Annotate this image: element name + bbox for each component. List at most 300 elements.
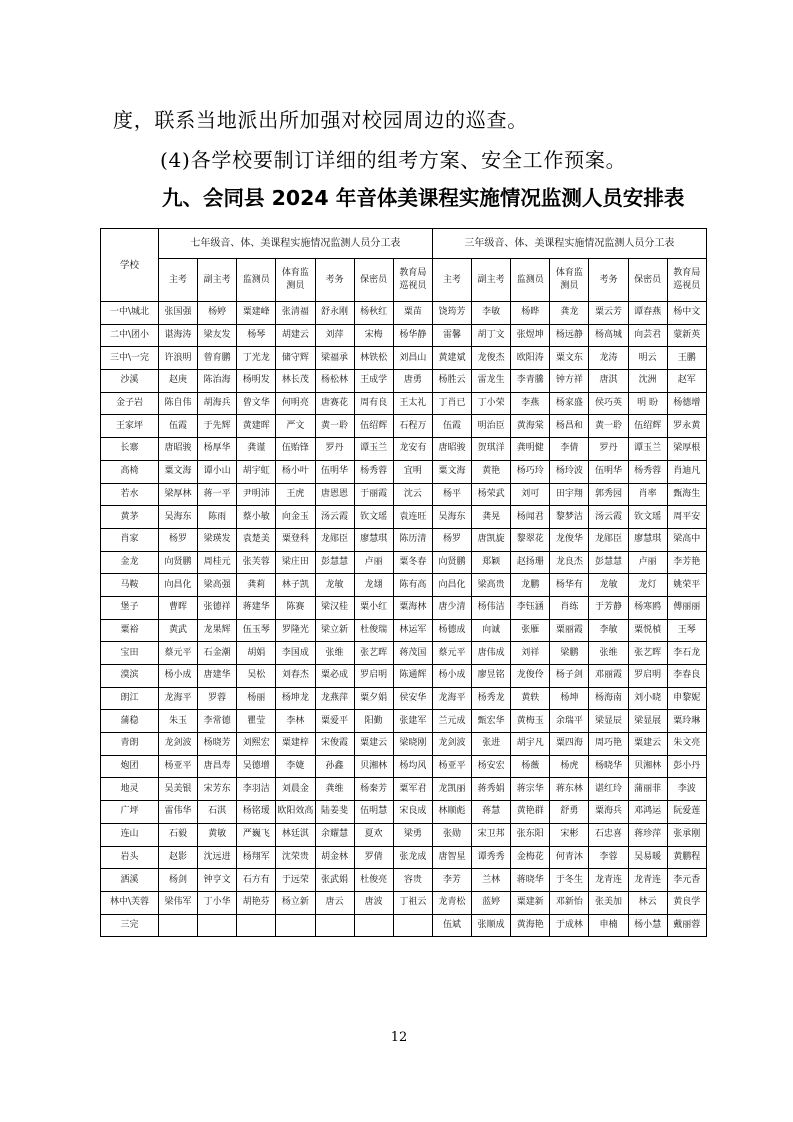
grade7-staff-cell: 伍明慧 bbox=[354, 801, 393, 824]
grade3-staff-cell: 张美加 bbox=[589, 891, 628, 914]
school-cell: 黄茅 bbox=[101, 506, 159, 529]
grade7-staff-cell bbox=[198, 914, 237, 937]
grade7-staff-cell: 孙鑫 bbox=[315, 755, 354, 778]
grade7-staff-cell: 王虎 bbox=[276, 483, 315, 506]
grade7-staff-cell: 唐波 bbox=[354, 891, 393, 914]
grade3-staff-cell: 杨虎 bbox=[550, 755, 589, 778]
grade7-staff-cell: 廖慧琪 bbox=[354, 528, 393, 551]
grade7-staff-cell: 蔡小敏 bbox=[237, 506, 276, 529]
grade3-staff-cell: 张煜坤 bbox=[511, 324, 550, 347]
grade3-staff-cell: 罗启明 bbox=[628, 665, 667, 688]
grade3-staff-cell: 郭秀园 bbox=[589, 483, 628, 506]
school-cell: 一中\城北 bbox=[101, 302, 159, 325]
grade3-staff-cell: 钦文瑶 bbox=[628, 506, 667, 529]
grade7-staff-cell: 张芙蓉 bbox=[237, 551, 276, 574]
grade3-staff-cell: 李蓉 bbox=[589, 846, 628, 869]
grade7-staff-cell: 梁高强 bbox=[198, 574, 237, 597]
table-row bbox=[101, 619, 707, 642]
grade7-staff-cell: 容贵 bbox=[393, 869, 432, 892]
grade3-staff-cell: 张维 bbox=[589, 642, 628, 665]
grade3-staff-cell: 粟云芳 bbox=[589, 302, 628, 325]
grade7-staff-cell: 黄武 bbox=[159, 619, 198, 642]
grade3-staff-cell: 刘祥 bbox=[511, 642, 550, 665]
grade3-staff-cell: 伍明华 bbox=[589, 460, 628, 483]
grade3-staff-cell: 杨伟洁 bbox=[472, 596, 511, 619]
grade7-staff-cell: 李林 bbox=[276, 710, 315, 733]
grade7-staff-cell: 杨秀蓉 bbox=[354, 460, 393, 483]
grade3-staff-cell: 杨平 bbox=[432, 483, 471, 506]
school-cell: 蒲稳 bbox=[101, 710, 159, 733]
grade7-staff-cell: 粟建云 bbox=[354, 733, 393, 756]
grade7-staff-cell: 钟亨文 bbox=[198, 869, 237, 892]
grade3-staff-cell: 杨薇 bbox=[511, 755, 550, 778]
grade3-staff-cell: 雷龙生 bbox=[472, 370, 511, 393]
grade3-staff-cell: 唐昭骏 bbox=[432, 438, 471, 461]
grade3-staff-cell: 林顺彪 bbox=[432, 801, 471, 824]
school-cell: 堡子 bbox=[101, 596, 159, 619]
grade7-staff-cell: 刘昌山 bbox=[393, 347, 432, 370]
grade3-staff-cell: 刘小晓 bbox=[628, 687, 667, 710]
grade3-staff-cell: 张勋 bbox=[432, 823, 471, 846]
grade7-staff-cell: 吴松 bbox=[237, 665, 276, 688]
grade7-staff-cell: 龙安有 bbox=[393, 438, 432, 461]
grade7-staff-cell: 杨坤龙 bbox=[276, 687, 315, 710]
grade3-staff-cell: 李芳 bbox=[432, 869, 471, 892]
table-header bbox=[101, 229, 707, 302]
grade3-staff-cell: 梁鹏 bbox=[550, 642, 589, 665]
grade3-role-header bbox=[511, 259, 550, 302]
grade7-staff-cell: 周桂元 bbox=[198, 551, 237, 574]
grade7-role-header bbox=[159, 259, 198, 302]
grade3-staff-cell: 杨晓华 bbox=[589, 755, 628, 778]
grade7-staff-cell: 胡娟 bbox=[237, 642, 276, 665]
grade3-staff-cell: 明 盼 bbox=[628, 392, 667, 415]
grade3-staff-cell: 李敏 bbox=[589, 619, 628, 642]
grade3-staff-cell: 傅丽丽 bbox=[667, 596, 706, 619]
grade7-staff-cell: 梁庄田 bbox=[276, 551, 315, 574]
grade3-staff-cell: 罗永黄 bbox=[667, 415, 706, 438]
grade7-staff-cell: 杨婷 bbox=[198, 302, 237, 325]
role-label: 主考 bbox=[442, 274, 461, 285]
grade7-staff-cell: 杨剑 bbox=[159, 869, 198, 892]
grade3-staff-cell: 张雁 bbox=[511, 619, 550, 642]
grade3-staff-cell: 梁高贵 bbox=[472, 574, 511, 597]
table-row bbox=[101, 460, 707, 483]
grade3-staff-cell: 杨海南 bbox=[589, 687, 628, 710]
table-row bbox=[101, 551, 707, 574]
grade3-staff-cell: 赵军 bbox=[667, 370, 706, 393]
grade3-staff-cell: 甄宏华 bbox=[472, 710, 511, 733]
grade3-staff-cell: 谭秀秀 bbox=[472, 846, 511, 869]
role-label: 副主考 bbox=[477, 274, 505, 285]
grade3-staff-cell: 杨高城 bbox=[589, 324, 628, 347]
grade7-staff-cell: 杨铭瑷 bbox=[237, 801, 276, 824]
grade7-staff-cell: 贝湘林 bbox=[354, 755, 393, 778]
grade7-staff-cell: 于远荣 bbox=[276, 869, 315, 892]
role-label: 副主考 bbox=[203, 274, 231, 285]
grade7-staff-cell: 王成学 bbox=[354, 370, 393, 393]
table-row bbox=[101, 574, 707, 597]
grade7-staff-cell: 罗丹 bbox=[315, 438, 354, 461]
grade7-staff-cell: 赵庚 bbox=[159, 370, 198, 393]
school-cell: 宝田 bbox=[101, 642, 159, 665]
grade3-staff-cell: 彭小丹 bbox=[667, 755, 706, 778]
grade3-staff-cell: 邓鸿运 bbox=[628, 801, 667, 824]
monitoring-staff-table bbox=[100, 228, 707, 937]
grade3-staff-cell: 龚明健 bbox=[511, 438, 550, 461]
grade3-staff-cell: 龙敏 bbox=[589, 574, 628, 597]
grade7-staff-cell: 丁小华 bbox=[198, 891, 237, 914]
school-cell: 连山 bbox=[101, 823, 159, 846]
grade7-staff-cell: 阳勤 bbox=[354, 710, 393, 733]
grade7-staff-cell: 杨华静 bbox=[393, 324, 432, 347]
grade3-staff-cell: 雷馨 bbox=[432, 324, 471, 347]
grade3-staff-cell: 杨德成 bbox=[432, 619, 471, 642]
grade7-staff-cell: 舒永刚 bbox=[315, 302, 354, 325]
table-row bbox=[101, 324, 707, 347]
grade3-staff-cell: 黄良学 bbox=[667, 891, 706, 914]
school-cell: 林中\芙蓉 bbox=[101, 891, 159, 914]
grade7-staff-cell: 石毅 bbox=[159, 823, 198, 846]
grade3-staff-cell: 谭春燕 bbox=[628, 302, 667, 325]
grade7-staff-cell: 吴德增 bbox=[237, 755, 276, 778]
header-row-roles bbox=[101, 259, 707, 302]
grade7-staff-cell: 宋良成 bbox=[393, 801, 432, 824]
grade7-staff-cell: 梁福承 bbox=[315, 347, 354, 370]
grade3-staff-cell: 龙俊华 bbox=[550, 528, 589, 551]
grade7-staff-cell: 杨琴 bbox=[237, 324, 276, 347]
grade3-staff-cell: 龚龙 bbox=[550, 302, 589, 325]
grade7-staff-cell: 向贤鹏 bbox=[159, 551, 198, 574]
grade3-staff-cell: 伍斌 bbox=[432, 914, 471, 937]
grade7-staff-cell: 周有良 bbox=[354, 392, 393, 415]
grade7-staff-cell: 梁友发 bbox=[198, 324, 237, 347]
grade3-staff-cell: 姚荣平 bbox=[667, 574, 706, 597]
grade7-staff-cell: 李羽洁 bbox=[237, 778, 276, 801]
grade3-staff-cell: 唐凯旋 bbox=[472, 528, 511, 551]
grade3-staff-cell: 龙鹏 bbox=[511, 574, 550, 597]
grade7-staff-cell: 曾文华 bbox=[237, 392, 276, 415]
grade3-staff-cell: 龙青连 bbox=[589, 869, 628, 892]
school-cell: 广坪 bbox=[101, 801, 159, 824]
grade3-staff-cell: 王琴 bbox=[667, 619, 706, 642]
grade7-staff-cell: 李婕 bbox=[276, 755, 315, 778]
school-cell: 金子岩 bbox=[101, 392, 159, 415]
table-row bbox=[101, 778, 707, 801]
grade7-staff-cell: 宜明 bbox=[393, 460, 432, 483]
grade7-staff-cell: 杨小叶 bbox=[276, 460, 315, 483]
grade7-staff-cell: 梁伟军 bbox=[159, 891, 198, 914]
grade3-staff-cell: 于成林 bbox=[550, 914, 589, 937]
grade3-staff-cell: 申黎妮 bbox=[667, 687, 706, 710]
table-row bbox=[101, 438, 707, 461]
grade3-staff-cell: 杨秀龙 bbox=[472, 687, 511, 710]
grade3-staff-cell: 刘可 bbox=[511, 483, 550, 506]
grade3-staff-cell: 黄建斌 bbox=[432, 347, 471, 370]
grade7-staff-cell: 杨明发 bbox=[237, 370, 276, 393]
grade7-role-header bbox=[354, 259, 393, 302]
grade3-staff-cell: 张东阳 bbox=[511, 823, 550, 846]
grade7-staff-cell: 何明亮 bbox=[276, 392, 315, 415]
grade7-staff-cell: 唐建华 bbox=[198, 665, 237, 688]
school-cell: 漠滨 bbox=[101, 665, 159, 688]
grade3-staff-cell: 黄梅玉 bbox=[511, 710, 550, 733]
grade7-staff-cell: 钦文瑶 bbox=[354, 506, 393, 529]
grade3-staff-cell: 周巧艳 bbox=[589, 733, 628, 756]
grade7-role-header bbox=[237, 259, 276, 302]
grade7-staff-cell: 张建军 bbox=[393, 710, 432, 733]
table-row bbox=[101, 392, 707, 415]
grade3-staff-cell: 杨家盛 bbox=[550, 392, 589, 415]
grade3-staff-cell: 蒋珍萍 bbox=[628, 823, 667, 846]
grade3-staff-cell: 龙涛 bbox=[589, 347, 628, 370]
school-cell: 马鞍 bbox=[101, 574, 159, 597]
grade3-staff-cell: 向芸君 bbox=[628, 324, 667, 347]
grade7-staff-cell: 龚维 bbox=[315, 778, 354, 801]
grade3-staff-cell: 李燕 bbox=[511, 392, 550, 415]
grade7-staff-cell: 杨丽 bbox=[237, 687, 276, 710]
grade7-staff-cell: 蒋茂国 bbox=[393, 642, 432, 665]
table-row bbox=[101, 801, 707, 824]
grade3-staff-cell: 梁显辰 bbox=[589, 710, 628, 733]
grade7-staff-cell: 尹明沛 bbox=[237, 483, 276, 506]
grade7-staff-cell: 黄敏 bbox=[198, 823, 237, 846]
grade7-staff-cell: 伍明华 bbox=[315, 460, 354, 483]
grade7-staff-cell: 唐赛花 bbox=[315, 392, 354, 415]
grade7-staff-cell bbox=[237, 914, 276, 937]
grade3-staff-cell: 粟丽霞 bbox=[550, 619, 589, 642]
grade3-staff-cell: 李芳艳 bbox=[667, 551, 706, 574]
grade7-staff-cell: 张清福 bbox=[276, 302, 315, 325]
grade7-staff-cell: 伍霞 bbox=[159, 415, 198, 438]
grade7-staff-cell: 刘萍 bbox=[315, 324, 354, 347]
grade7-staff-cell: 林运军 bbox=[393, 619, 432, 642]
grade3-staff-cell: 龙灯 bbox=[628, 574, 667, 597]
grade3-staff-cell: 唐伟成 bbox=[472, 642, 511, 665]
grade3-staff-cell: 欧阳涛 bbox=[511, 347, 550, 370]
table-row bbox=[101, 596, 707, 619]
table-row bbox=[101, 665, 707, 688]
grade3-staff-cell: 金梅花 bbox=[511, 846, 550, 869]
grade3-staff-cell: 杨巧玲 bbox=[511, 460, 550, 483]
grade7-staff-cell: 蔡元平 bbox=[159, 642, 198, 665]
grade7-staff-cell bbox=[354, 914, 393, 937]
grade3-staff-cell: 李青騰 bbox=[511, 370, 550, 393]
grade7-staff-cell: 欧阳效高 bbox=[276, 801, 315, 824]
grade7-staff-cell: 彭慧慧 bbox=[315, 551, 354, 574]
grade3-staff-cell: 宋卫邦 bbox=[472, 823, 511, 846]
grade3-staff-cell: 郑颖 bbox=[472, 551, 511, 574]
grade3-staff-cell: 石忠喜 bbox=[589, 823, 628, 846]
body-text-line-2: (4)各学校要制订详细的组考方案、安全工作预案。 bbox=[160, 148, 627, 172]
grade7-staff-cell: 李国成 bbox=[276, 642, 315, 665]
grade7-staff-cell: 蒋建华 bbox=[237, 596, 276, 619]
role-label: 教育局巡视员 bbox=[673, 268, 701, 291]
grade7-staff-cell: 张国强 bbox=[159, 302, 198, 325]
grade7-staff-cell: 沈云 bbox=[393, 483, 432, 506]
table-row bbox=[101, 370, 707, 393]
grade7-staff-cell: 严文 bbox=[276, 415, 315, 438]
school-cell: 洒溪 bbox=[101, 869, 159, 892]
grade7-staff-cell: 粟必成 bbox=[315, 665, 354, 688]
grade3-staff-cell: 梁显展 bbox=[628, 710, 667, 733]
grade7-staff-cell: 石淇 bbox=[198, 801, 237, 824]
grade3-staff-cell: 李波 bbox=[667, 778, 706, 801]
grade3-staff-cell: 杨晔 bbox=[511, 302, 550, 325]
table-row bbox=[101, 687, 707, 710]
grade3-staff-cell: 杨华有 bbox=[550, 574, 589, 597]
school-cell: 若水 bbox=[101, 483, 159, 506]
grade3-staff-cell: 龙俊杰 bbox=[472, 347, 511, 370]
grade3-staff-cell: 粟建云 bbox=[628, 733, 667, 756]
grade3-staff-cell: 杨小成 bbox=[432, 665, 471, 688]
role-label: 监测员 bbox=[516, 274, 544, 285]
grade3-staff-cell: 蔡元平 bbox=[432, 642, 471, 665]
grade3-staff-cell: 向昌化 bbox=[432, 574, 471, 597]
grade3-staff-cell: 李敏 bbox=[472, 302, 511, 325]
grade3-staff-cell: 伍霞 bbox=[432, 415, 471, 438]
grade7-staff-cell: 陆姜斐 bbox=[315, 801, 354, 824]
grade3-staff-cell: 龙剑波 bbox=[432, 733, 471, 756]
grade7-staff-cell: 粟建梓 bbox=[276, 733, 315, 756]
grade7-staff-cell: 瞿莹 bbox=[237, 710, 276, 733]
grade3-staff-cell: 丁小荣 bbox=[472, 392, 511, 415]
grade7-staff-cell: 杨均风 bbox=[393, 755, 432, 778]
grade7-staff-cell: 雷伟华 bbox=[159, 801, 198, 824]
grade3-staff-cell: 蒲丽菲 bbox=[628, 778, 667, 801]
grade3-staff-cell: 杨安宏 bbox=[472, 755, 511, 778]
grade3-role-header bbox=[432, 259, 471, 302]
grade3-staff-cell: 肖练 bbox=[550, 596, 589, 619]
grade3-staff-cell: 唐少清 bbox=[432, 596, 471, 619]
grade7-staff-cell: 李常德 bbox=[198, 710, 237, 733]
table-row bbox=[101, 891, 707, 914]
grade7-staff-cell: 粟登科 bbox=[276, 528, 315, 551]
grade3-staff-cell: 明云 bbox=[628, 347, 667, 370]
grade7-staff-cell: 杨厚华 bbox=[198, 438, 237, 461]
grade7-staff-cell: 刘晨金 bbox=[276, 778, 315, 801]
grade7-staff-cell: 梁勇 bbox=[393, 823, 432, 846]
grade7-staff-cell: 罗蓉 bbox=[198, 687, 237, 710]
grade3-staff-cell: 蒙新英 bbox=[667, 324, 706, 347]
grade3-staff-cell: 杨闻君 bbox=[511, 506, 550, 529]
grade7-staff-cell: 石方有 bbox=[237, 869, 276, 892]
grade7-staff-cell: 于先辉 bbox=[198, 415, 237, 438]
grade7-staff-cell: 张武娟 bbox=[315, 869, 354, 892]
grade7-staff-cell: 杨翔军 bbox=[237, 846, 276, 869]
grade7-staff-cell: 宋芳东 bbox=[198, 778, 237, 801]
grade7-staff-cell bbox=[315, 914, 354, 937]
grade7-role-header bbox=[393, 259, 432, 302]
role-label: 教育局巡视员 bbox=[399, 268, 427, 291]
school-cell: 粟裕 bbox=[101, 619, 159, 642]
grade3-staff-cell: 李元香 bbox=[667, 869, 706, 892]
grade3-staff-cell: 杨昌和 bbox=[550, 415, 589, 438]
grade7-staff-cell: 赵影 bbox=[159, 846, 198, 869]
grade7-staff-cell: 张艺晖 bbox=[354, 642, 393, 665]
grade3-staff-cell: 龙良杰 bbox=[550, 551, 589, 574]
grade3-staff-cell: 黎翠花 bbox=[511, 528, 550, 551]
grade7-staff-cell: 张龙成 bbox=[393, 846, 432, 869]
grade7-staff-cell: 张维 bbox=[315, 642, 354, 665]
grade3-staff-cell: 黄艳群 bbox=[511, 801, 550, 824]
grade3-staff-cell: 粟文海 bbox=[432, 460, 471, 483]
grade3-staff-cell: 李钰涵 bbox=[511, 596, 550, 619]
page-number: 12 bbox=[390, 1030, 408, 1045]
grade7-staff-cell: 胡金林 bbox=[315, 846, 354, 869]
grade3-staff-cell: 肖率 bbox=[628, 483, 667, 506]
school-cell: 沙溪 bbox=[101, 370, 159, 393]
grade7-staff-cell: 宋俊霞 bbox=[315, 733, 354, 756]
grade7-staff-cell: 梁晓刚 bbox=[393, 733, 432, 756]
table-row bbox=[101, 914, 707, 937]
grade7-staff-cell: 杨小成 bbox=[159, 665, 198, 688]
role-label: 考务 bbox=[325, 274, 344, 285]
grade7-staff-cell: 粟爱平 bbox=[315, 710, 354, 733]
grade7-staff-cell: 胡建云 bbox=[276, 324, 315, 347]
grade7-staff-cell: 杜俊瑞 bbox=[354, 619, 393, 642]
grade3-staff-cell: 兰元成 bbox=[432, 710, 471, 733]
grade3-staff-cell: 丁肖已 bbox=[432, 392, 471, 415]
grade3-staff-cell: 廖慧琪 bbox=[628, 528, 667, 551]
grade7-staff-cell: 黄一聆 bbox=[315, 415, 354, 438]
grade3-staff-cell: 杨中文 bbox=[667, 302, 706, 325]
table-row bbox=[101, 733, 707, 756]
grade7-staff-cell: 丁光龙 bbox=[237, 347, 276, 370]
grade3-staff-cell: 朱文亮 bbox=[667, 733, 706, 756]
grade3-staff-cell: 吴易暖 bbox=[628, 846, 667, 869]
grade3-staff-cell: 龚晃 bbox=[472, 506, 511, 529]
grade7-staff-cell: 林廷淇 bbox=[276, 823, 315, 846]
role-label: 监测员 bbox=[242, 274, 270, 285]
grade7-staff-cell: 罗倩 bbox=[354, 846, 393, 869]
table-row bbox=[101, 347, 707, 370]
grade3-group-header: 三年级音、体、美课程实施情况监测人员分工表 bbox=[432, 229, 706, 259]
grade7-staff-cell: 王太礼 bbox=[393, 392, 432, 415]
grade7-staff-cell: 粟冬春 bbox=[393, 551, 432, 574]
grade7-staff-cell: 粟建峰 bbox=[237, 302, 276, 325]
grade7-staff-cell: 龙海平 bbox=[159, 687, 198, 710]
grade7-staff-cell: 石金潮 bbox=[198, 642, 237, 665]
table-row bbox=[101, 642, 707, 665]
school-cell: 王家坪 bbox=[101, 415, 159, 438]
grade3-staff-cell: 粟四海 bbox=[550, 733, 589, 756]
school-cell: 金龙 bbox=[101, 551, 159, 574]
school-cell: 岩头 bbox=[101, 846, 159, 869]
grade3-staff-cell: 黄鹏程 bbox=[667, 846, 706, 869]
grade7-staff-cell bbox=[159, 914, 198, 937]
grade3-staff-cell: 田宇翔 bbox=[550, 483, 589, 506]
grade3-staff-cell: 杨子剑 bbox=[550, 665, 589, 688]
grade3-staff-cell: 张顺成 bbox=[472, 914, 511, 937]
grade3-staff-cell: 宋彬 bbox=[550, 823, 589, 846]
grade3-staff-cell: 戴丽蓉 bbox=[667, 914, 706, 937]
role-label: 体育监测员 bbox=[555, 268, 583, 291]
grade3-staff-cell: 申楠 bbox=[589, 914, 628, 937]
grade7-staff-cell: 杨立新 bbox=[276, 891, 315, 914]
grade3-staff-cell: 周平安 bbox=[667, 506, 706, 529]
grade3-staff-cell: 龙郧臣 bbox=[589, 528, 628, 551]
grade3-staff-cell: 谌红玲 bbox=[589, 778, 628, 801]
grade3-staff-cell: 赵扬珊 bbox=[511, 551, 550, 574]
school-cell: 炮团 bbox=[101, 755, 159, 778]
grade7-staff-cell: 林长茂 bbox=[276, 370, 315, 393]
grade7-staff-cell: 沈远进 bbox=[198, 846, 237, 869]
grade3-staff-cell: 梁厚根 bbox=[667, 438, 706, 461]
grade7-staff-cell: 唐云 bbox=[315, 891, 354, 914]
grade7-staff-cell: 杨晓芳 bbox=[198, 733, 237, 756]
grade7-staff-cell: 汤云霞 bbox=[315, 506, 354, 529]
